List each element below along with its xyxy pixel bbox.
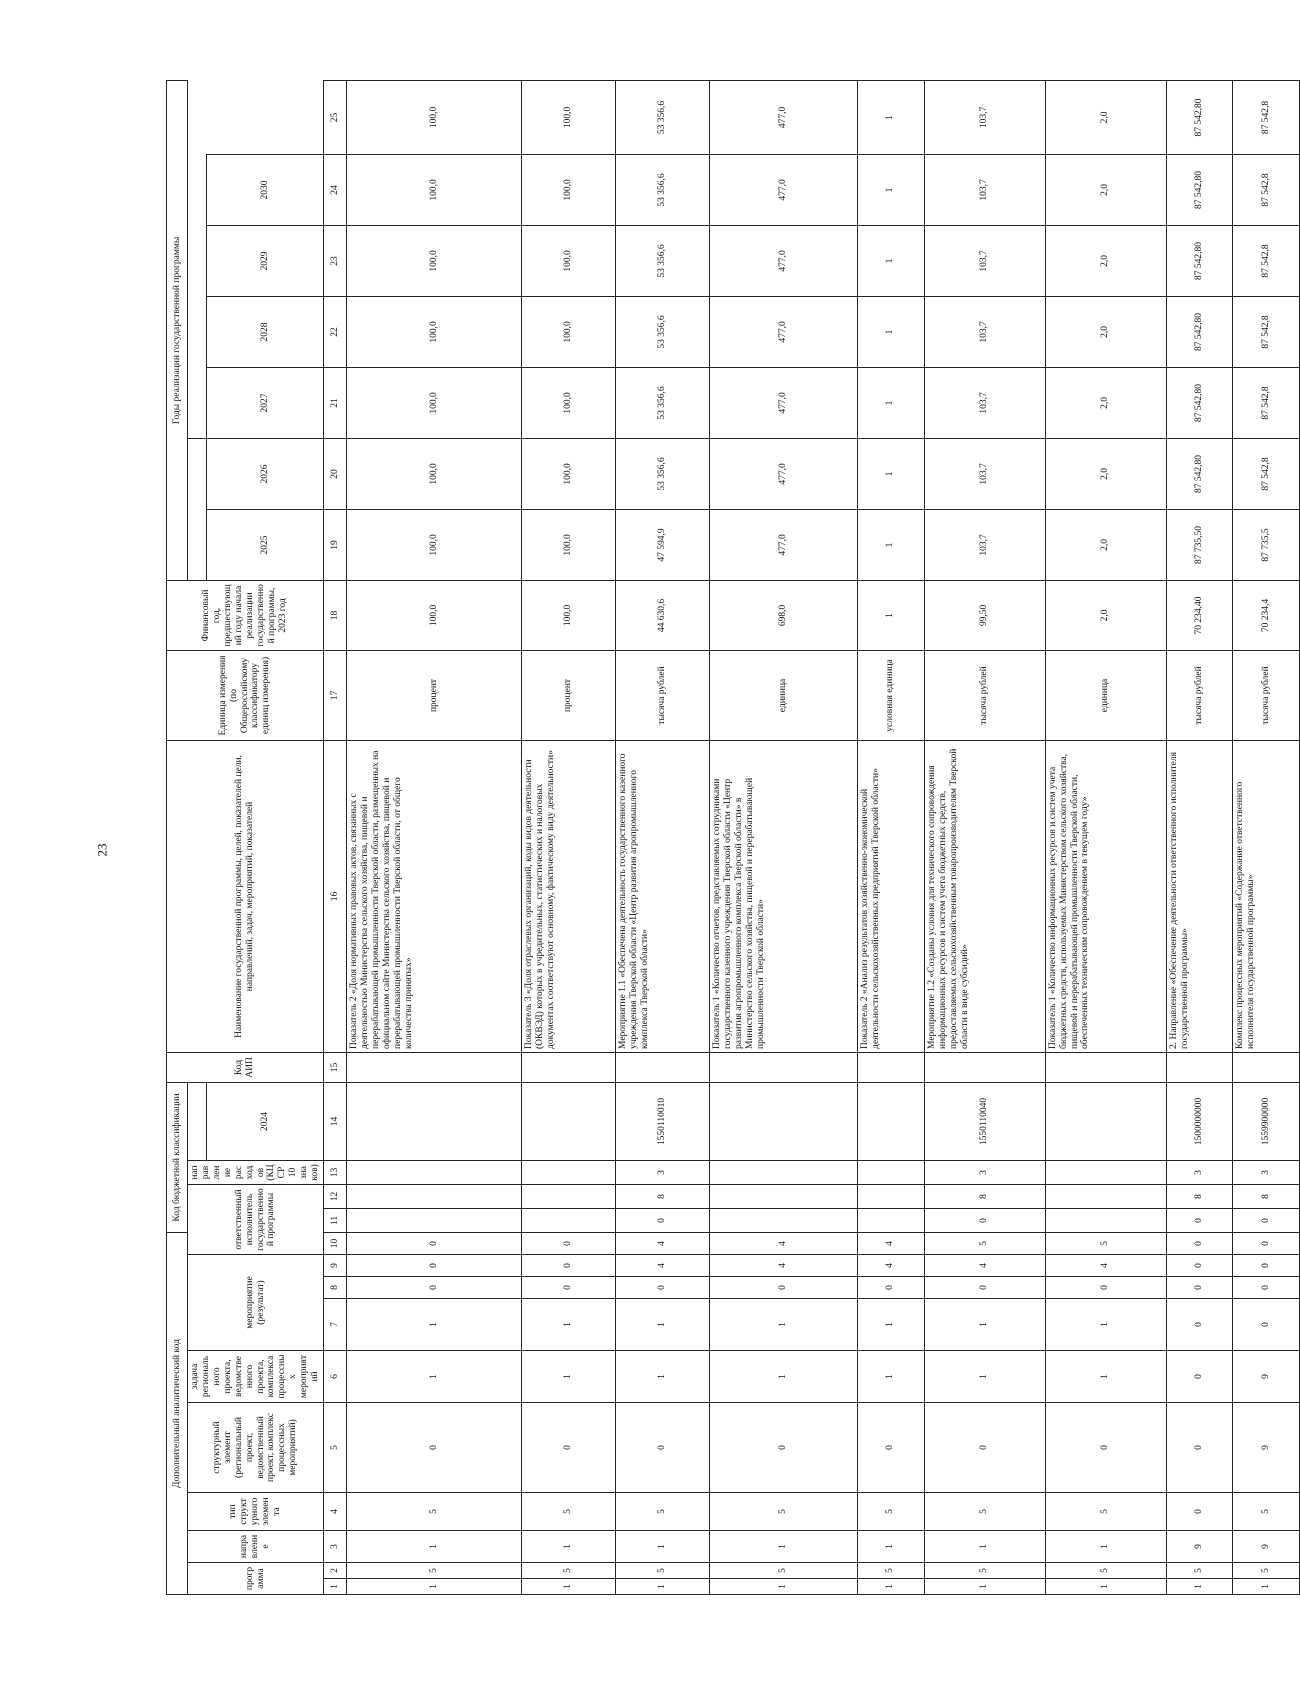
table-row bbox=[924, 80, 1045, 1594]
code-cell: 1 bbox=[1045, 1579, 1166, 1595]
column-number: 13 bbox=[324, 1161, 347, 1185]
column-number: 18 bbox=[324, 580, 347, 650]
column-number: 15 bbox=[324, 1052, 347, 1082]
year-value: 100,0 bbox=[347, 225, 522, 296]
code-cell: 4 bbox=[924, 1255, 1045, 1277]
header-program: программа bbox=[188, 1563, 324, 1595]
code-cell: 4 bbox=[616, 1233, 710, 1255]
year-value: 2,0 bbox=[1045, 438, 1166, 509]
year-value: 100,0 bbox=[347, 367, 522, 438]
column-number: 6 bbox=[324, 1351, 347, 1403]
code-cell: 0 bbox=[924, 1209, 1045, 1233]
year-value: 103,7 bbox=[924, 154, 1045, 225]
row-unit: единица bbox=[1045, 650, 1166, 740]
column-number: 3 bbox=[324, 1531, 347, 1563]
row-unit: тысяча рублей bbox=[616, 650, 710, 740]
code-cell: 9 bbox=[1166, 1531, 1233, 1563]
year-value: 103,7 bbox=[924, 509, 1045, 580]
code-cell bbox=[1045, 1161, 1166, 1185]
header-year: 2028 bbox=[207, 296, 324, 367]
code-cell: 1 bbox=[616, 1531, 710, 1563]
year-value: 103,7 bbox=[924, 367, 1045, 438]
year-value: 100,0 bbox=[522, 296, 616, 367]
row-unit: тысяча рублей bbox=[1233, 650, 1300, 740]
year-value: 53 356,6 bbox=[616, 296, 710, 367]
code-cell: 1 bbox=[709, 1351, 857, 1403]
rotated-table bbox=[166, 95, 1271, 1595]
year-value: 1 bbox=[858, 509, 925, 580]
year-value: 100,0 bbox=[347, 509, 522, 580]
header-kcsr: направление расходов (КЦСР 10 знаков) bbox=[188, 1161, 324, 1185]
row-name: Показатель 2 «Анализ результатов хозяйственно-экономической деятельности сельскохозяйственных предприятий Тверской области» bbox=[858, 740, 925, 1052]
code-cell: 5 bbox=[1166, 1563, 1233, 1579]
code-cell bbox=[709, 1052, 857, 1082]
code-cell: 1 bbox=[347, 1351, 522, 1403]
code-cell: 0 bbox=[522, 1403, 616, 1493]
row-name: Показатель 1 «Количество информационных ресурсов и систем учета бюджетных средств, используемых Министерством сельского хозяйства, пищевой и перерабатывающей промышленности Тверской области, обеспеченных техническим сопровождением в текущем году» bbox=[1045, 740, 1166, 1052]
code-cell: 8 bbox=[1233, 1185, 1300, 1209]
code-cell: 5 bbox=[522, 1493, 616, 1531]
row-base-value: 1 bbox=[858, 580, 925, 650]
column-number: 4 bbox=[324, 1493, 347, 1531]
code-cell: 5 bbox=[616, 1563, 710, 1579]
code-cell: 5 bbox=[347, 1563, 522, 1579]
header-direction: направление bbox=[188, 1531, 324, 1563]
code-cell: 0 bbox=[1166, 1209, 1233, 1233]
column-number: 10 bbox=[324, 1233, 347, 1255]
code-cell: 5 bbox=[616, 1493, 710, 1531]
header-year: 2030 bbox=[207, 154, 324, 225]
code-cell: 1 bbox=[924, 1351, 1045, 1403]
year-value: 2,0 bbox=[1045, 80, 1166, 154]
code-cell: 0 bbox=[522, 1277, 616, 1299]
code-cell: 0 bbox=[1233, 1299, 1300, 1351]
header-name: Наименование государственной программы, целей, показателей цели, направлений, задач, мероприятий, показателей bbox=[167, 740, 324, 1052]
row-base-value: 70 234,4 bbox=[1233, 580, 1300, 650]
code-cell: 1500000000 bbox=[1166, 1082, 1233, 1160]
header-budget-code: Код бюджетной классификации bbox=[167, 1082, 188, 1232]
code-cell bbox=[858, 1161, 925, 1185]
code-cell bbox=[858, 1185, 925, 1209]
code-cell: 1 bbox=[347, 1579, 522, 1595]
code-cell: 1 bbox=[1233, 1579, 1300, 1595]
year-value: 87 542,80 bbox=[1166, 225, 1233, 296]
code-cell: 3 bbox=[924, 1161, 1045, 1185]
row-unit: тысяча рублей bbox=[1166, 650, 1233, 740]
year-value: 1 bbox=[858, 225, 925, 296]
table-body bbox=[347, 80, 1300, 1594]
code-cell: 4 bbox=[858, 1233, 925, 1255]
row-unit: тысяча рублей bbox=[924, 650, 1045, 740]
code-cell bbox=[858, 1209, 925, 1233]
row-unit: единица bbox=[709, 650, 857, 740]
code-cell: 0 bbox=[924, 1277, 1045, 1299]
year-value: 103,7 bbox=[924, 80, 1045, 154]
code-cell: 1 bbox=[858, 1351, 925, 1403]
code-cell: 1 bbox=[709, 1531, 857, 1563]
code-cell: 3 bbox=[1166, 1161, 1233, 1185]
code-cell: 5 bbox=[858, 1563, 925, 1579]
row-base-value: 100,0 bbox=[522, 580, 616, 650]
code-cell: 1 bbox=[522, 1351, 616, 1403]
row-base-value: 100,0 bbox=[347, 580, 522, 650]
code-cell: 9 bbox=[1233, 1351, 1300, 1403]
code-cell: 4 bbox=[616, 1255, 710, 1277]
year-value: 87 542,80 bbox=[1166, 80, 1233, 154]
code-cell: 1 bbox=[616, 1299, 710, 1351]
year-value: 1 bbox=[858, 154, 925, 225]
code-cell bbox=[1233, 1052, 1300, 1082]
code-cell: 1 bbox=[1166, 1579, 1233, 1595]
code-cell bbox=[709, 1209, 857, 1233]
code-cell: 1 bbox=[347, 1531, 522, 1563]
year-value: 100,0 bbox=[522, 509, 616, 580]
year-value: 87 735,50 bbox=[1166, 509, 1233, 580]
code-cell bbox=[858, 1052, 925, 1082]
code-cell: 0 bbox=[616, 1209, 710, 1233]
code-cell: 0 bbox=[1166, 1493, 1233, 1531]
column-number: 21 bbox=[324, 367, 347, 438]
header-years-spacer bbox=[188, 438, 207, 1160]
code-cell: 0 bbox=[1166, 1233, 1233, 1255]
code-cell: 1 bbox=[858, 1531, 925, 1563]
year-value: 103,7 bbox=[924, 438, 1045, 509]
code-cell: 1550110010 bbox=[616, 1082, 710, 1160]
row-base-value: 70 234,40 bbox=[1166, 580, 1233, 650]
code-cell: 0 bbox=[1166, 1403, 1233, 1493]
code-cell: 5 bbox=[1045, 1563, 1166, 1579]
column-number: 22 bbox=[324, 296, 347, 367]
code-cell: 0 bbox=[347, 1403, 522, 1493]
year-value: 1 bbox=[858, 438, 925, 509]
code-cell: 1 bbox=[522, 1579, 616, 1595]
year-value: 87 542,80 bbox=[1166, 296, 1233, 367]
code-cell: 5 bbox=[924, 1493, 1045, 1531]
year-value: 103,7 bbox=[924, 296, 1045, 367]
code-cell: 0 bbox=[1045, 1403, 1166, 1493]
row-name: Показатель 2 «Доля нормативных правовых актов, связанных с деятельностью Министерства сельского хозяйства, пищевой и перерабатывающей промышленности Тверской области, размещенных на официальном сайте Министерства сельского хозяйства, пищевой и перерабатывающей промышленности Тверской области, от общего количества принятых» bbox=[347, 740, 522, 1052]
code-cell: 1559900000 bbox=[1233, 1082, 1300, 1160]
row-base-value: 2,0 bbox=[1045, 580, 1166, 650]
code-cell bbox=[522, 1209, 616, 1233]
year-value: 477,0 bbox=[709, 225, 857, 296]
year-value: 1 bbox=[858, 367, 925, 438]
header-additional-code: Дополнительный аналитический код bbox=[167, 1233, 188, 1595]
table-row bbox=[709, 80, 857, 1594]
column-number: 1 bbox=[324, 1579, 347, 1595]
code-cell bbox=[1045, 1185, 1166, 1209]
year-value: 53 356,6 bbox=[616, 80, 710, 154]
code-cell: 1 bbox=[616, 1579, 710, 1595]
page-number: 23 bbox=[94, 843, 110, 857]
code-cell: 8 bbox=[1166, 1185, 1233, 1209]
year-value: 87 542,80 bbox=[1166, 154, 1233, 225]
year-value: 87 542,80 bbox=[1166, 367, 1233, 438]
year-value: 477,0 bbox=[709, 80, 857, 154]
code-cell: 0 bbox=[1233, 1277, 1300, 1299]
year-value: 2,0 bbox=[1045, 367, 1166, 438]
code-cell bbox=[522, 1161, 616, 1185]
header-event: мероприятие (результат) bbox=[188, 1255, 324, 1351]
year-value: 87 542,8 bbox=[1233, 296, 1300, 367]
code-cell bbox=[347, 1185, 522, 1209]
table-row bbox=[616, 80, 710, 1594]
code-cell bbox=[924, 1052, 1045, 1082]
code-cell bbox=[347, 1082, 522, 1160]
code-cell: 1 bbox=[522, 1531, 616, 1563]
code-cell: 5 bbox=[709, 1563, 857, 1579]
year-value: 100,0 bbox=[347, 296, 522, 367]
code-cell: 1 bbox=[924, 1299, 1045, 1351]
code-cell: 1 bbox=[1045, 1299, 1166, 1351]
row-base-value: 698,0 bbox=[709, 580, 857, 650]
column-number: 7 bbox=[324, 1299, 347, 1351]
column-number: 5 bbox=[324, 1403, 347, 1493]
code-cell: 0 bbox=[1166, 1351, 1233, 1403]
header-year: 2025 bbox=[207, 509, 324, 580]
column-number: 24 bbox=[324, 154, 347, 225]
program-table bbox=[166, 80, 1300, 1595]
year-value: 100,0 bbox=[347, 80, 522, 154]
year-value: 87 542,8 bbox=[1233, 438, 1300, 509]
code-cell bbox=[1045, 1209, 1166, 1233]
code-cell: 3 bbox=[1233, 1161, 1300, 1185]
header-struct: структурный элемент (региональный проект, ведомственный проект, комплекс процессных мероприятий) bbox=[188, 1403, 324, 1493]
code-cell: 0 bbox=[347, 1255, 522, 1277]
year-value: 477,0 bbox=[709, 367, 857, 438]
code-cell: 1550110040 bbox=[924, 1082, 1045, 1160]
code-cell: 0 bbox=[858, 1277, 925, 1299]
row-unit: условная единица bbox=[858, 650, 925, 740]
column-number: 11 bbox=[324, 1209, 347, 1233]
code-cell: 0 bbox=[347, 1277, 522, 1299]
year-value: 2,0 bbox=[1045, 296, 1166, 367]
code-cell: 5 bbox=[1045, 1493, 1166, 1531]
code-cell: 0 bbox=[616, 1403, 710, 1493]
code-cell: 5 bbox=[709, 1493, 857, 1531]
header-type: тип структурного элемента bbox=[188, 1493, 324, 1531]
year-value: 53 356,6 bbox=[616, 367, 710, 438]
code-cell: 1 bbox=[924, 1531, 1045, 1563]
header-year: 2024 bbox=[207, 1082, 324, 1160]
code-cell: 8 bbox=[616, 1185, 710, 1209]
code-cell: 4 bbox=[709, 1233, 857, 1255]
code-cell: 5 bbox=[1045, 1233, 1166, 1255]
code-cell bbox=[858, 1082, 925, 1160]
year-value: 100,0 bbox=[347, 438, 522, 509]
row-name: Мероприятие 1.1 «Обеспечена деятельность государственного казенного учреждения Тверской области «Центр развития агропромышленного комплекса Тверской области» bbox=[616, 740, 710, 1052]
row-name: 2. Направление «Обеспечение деятельности ответственного исполнителя государственной программы» bbox=[1166, 740, 1233, 1052]
code-cell bbox=[709, 1185, 857, 1209]
column-number: 20 bbox=[324, 438, 347, 509]
code-cell: 4 bbox=[1045, 1255, 1166, 1277]
code-cell bbox=[522, 1052, 616, 1082]
column-number: 9 bbox=[324, 1255, 347, 1277]
code-cell bbox=[347, 1161, 522, 1185]
code-cell: 3 bbox=[616, 1161, 710, 1185]
header-year: 2026 bbox=[207, 438, 324, 509]
code-cell bbox=[1045, 1052, 1166, 1082]
code-cell: 1 bbox=[616, 1351, 710, 1403]
code-cell bbox=[709, 1161, 857, 1185]
year-value: 87 542,8 bbox=[1233, 154, 1300, 225]
year-value: 477,0 bbox=[709, 438, 857, 509]
code-cell: 0 bbox=[1166, 1255, 1233, 1277]
year-value: 100,0 bbox=[347, 154, 522, 225]
year-value: 100,0 bbox=[522, 225, 616, 296]
row-unit: процент bbox=[347, 650, 522, 740]
year-value: 47 594,9 bbox=[616, 509, 710, 580]
code-cell: 5 bbox=[1233, 1493, 1300, 1531]
year-value: 2,0 bbox=[1045, 509, 1166, 580]
row-name: Показатель 1 «Количество отчетов, представляемых сотрудниками государственного казенного учреждения Тверской области «Центр развития агропромышленного комплекса Тверской области» в Министерство сельского хозяйства, пищевой и перерабатывающей промышленности Тверской области» bbox=[709, 740, 857, 1052]
code-cell: 0 bbox=[347, 1233, 522, 1255]
column-number: 19 bbox=[324, 509, 347, 580]
code-cell: 1 bbox=[347, 1299, 522, 1351]
code-cell: 0 bbox=[858, 1403, 925, 1493]
table-row bbox=[347, 80, 522, 1594]
code-cell bbox=[347, 1209, 522, 1233]
year-value: 2,0 bbox=[1045, 225, 1166, 296]
code-cell: 0 bbox=[1233, 1209, 1300, 1233]
year-value: 53 356,6 bbox=[616, 225, 710, 296]
row-base-value: 44 630,6 bbox=[616, 580, 710, 650]
year-value: 477,0 bbox=[709, 154, 857, 225]
code-cell bbox=[1045, 1082, 1166, 1160]
code-cell: 1 bbox=[709, 1579, 857, 1595]
column-number: 8 bbox=[324, 1277, 347, 1299]
row-name: Мероприятие 1.2 «Созданы условия для технического сопровождения информационных ресурсов и систем учета бюджетных средств, предоставляемых сельскохозяйственным товаропроизводителям Тверской области в виде субсидий» bbox=[924, 740, 1045, 1052]
code-cell: 1 bbox=[858, 1579, 925, 1595]
column-number: 12 bbox=[324, 1185, 347, 1209]
year-value: 100,0 bbox=[522, 154, 616, 225]
row-unit: процент bbox=[522, 650, 616, 740]
year-value: 100,0 bbox=[522, 438, 616, 509]
code-cell: 5 bbox=[924, 1233, 1045, 1255]
code-cell: 1 bbox=[709, 1299, 857, 1351]
year-value: 87 735,5 bbox=[1233, 509, 1300, 580]
code-cell: 4 bbox=[709, 1255, 857, 1277]
header-year: 2027 bbox=[207, 367, 324, 438]
column-numbers-row bbox=[324, 80, 347, 1594]
year-value: 100,0 bbox=[522, 367, 616, 438]
header-kod-aip: Код АИП bbox=[167, 1052, 324, 1082]
header-task: задача регионального проекта, ведомственного проекта, комплекса процессных мероприятий bbox=[188, 1351, 324, 1403]
year-value: 87 542,80 bbox=[1166, 438, 1233, 509]
row-name: Комплекс процессных мероприятий «Содержание ответственного исполнителя государственной программы» bbox=[1233, 740, 1300, 1052]
year-value: 87 542,8 bbox=[1233, 225, 1300, 296]
code-cell: 0 bbox=[1045, 1277, 1166, 1299]
header-year: 2029 bbox=[207, 225, 324, 296]
year-value: 1 bbox=[858, 296, 925, 367]
code-cell: 0 bbox=[924, 1403, 1045, 1493]
table-row bbox=[1233, 80, 1300, 1594]
code-cell bbox=[522, 1082, 616, 1160]
code-cell: 1 bbox=[1045, 1351, 1166, 1403]
code-cell: 0 bbox=[1233, 1255, 1300, 1277]
header-executor: ответственный исполнитель государственной программы bbox=[188, 1185, 324, 1255]
column-number: 17 bbox=[324, 650, 347, 740]
code-cell: 1 bbox=[1045, 1531, 1166, 1563]
year-value: 87 542,8 bbox=[1233, 367, 1300, 438]
code-cell bbox=[616, 1052, 710, 1082]
year-value: 53 356,6 bbox=[616, 154, 710, 225]
code-cell: 5 bbox=[858, 1493, 925, 1531]
year-value: 477,0 bbox=[709, 509, 857, 580]
year-value: 477,0 bbox=[709, 296, 857, 367]
year-value: 103,7 bbox=[924, 225, 1045, 296]
code-cell: 5 bbox=[347, 1493, 522, 1531]
code-cell: 0 bbox=[1166, 1277, 1233, 1299]
rotated-table-container bbox=[166, 95, 1271, 1595]
code-cell bbox=[709, 1082, 857, 1160]
code-cell: 1 bbox=[924, 1579, 1045, 1595]
code-cell: 1 bbox=[858, 1299, 925, 1351]
column-number: 14 bbox=[324, 1082, 347, 1160]
column-number: 2 bbox=[324, 1563, 347, 1579]
code-cell: 1 bbox=[522, 1299, 616, 1351]
code-cell bbox=[1166, 1052, 1233, 1082]
row-base-value: 99,50 bbox=[924, 580, 1045, 650]
code-cell: 8 bbox=[924, 1185, 1045, 1209]
code-cell: 9 bbox=[1233, 1403, 1300, 1493]
column-number: 23 bbox=[324, 225, 347, 296]
code-cell bbox=[347, 1052, 522, 1082]
row-name: Показатель 3 «Доля отраслевых организаций, коды видов деятельности (ОКВЭД) которых в учредительных, статистических и налоговых документах соответствуют основному, фактическому виду деятельности» bbox=[522, 740, 616, 1052]
table-row bbox=[522, 80, 616, 1594]
code-cell: 5 bbox=[924, 1563, 1045, 1579]
code-cell: 5 bbox=[1233, 1563, 1300, 1579]
code-cell bbox=[522, 1185, 616, 1209]
code-cell: 0 bbox=[616, 1277, 710, 1299]
year-value: 53 356,6 bbox=[616, 438, 710, 509]
year-value: 87 542,8 bbox=[1233, 80, 1300, 154]
code-cell: 0 bbox=[522, 1233, 616, 1255]
table-row bbox=[858, 80, 925, 1594]
column-number: 25 bbox=[324, 80, 347, 154]
code-cell: 5 bbox=[522, 1563, 616, 1579]
code-cell: 0 bbox=[1166, 1299, 1233, 1351]
header-unit: Единица измерения (по Общероссийскому классификатору единиц измерения) bbox=[167, 650, 324, 740]
header-base-year: Финансовый год, предшествующий году начала реализации государственной программы, 2023 год bbox=[167, 580, 324, 650]
code-cell: 0 bbox=[709, 1403, 857, 1493]
code-cell: 4 bbox=[858, 1255, 925, 1277]
code-cell: 9 bbox=[1233, 1531, 1300, 1563]
year-value: 1 bbox=[858, 80, 925, 154]
year-value: 2,0 bbox=[1045, 154, 1166, 225]
code-cell: 0 bbox=[522, 1255, 616, 1277]
header-years-group: Годы реализации государственной программы bbox=[167, 80, 188, 580]
table-row bbox=[1166, 80, 1233, 1594]
code-cell: 0 bbox=[1233, 1233, 1300, 1255]
table-row bbox=[1045, 80, 1166, 1594]
column-number: 16 bbox=[324, 740, 347, 1052]
code-cell: 0 bbox=[709, 1277, 857, 1299]
year-value: 100,0 bbox=[522, 80, 616, 154]
